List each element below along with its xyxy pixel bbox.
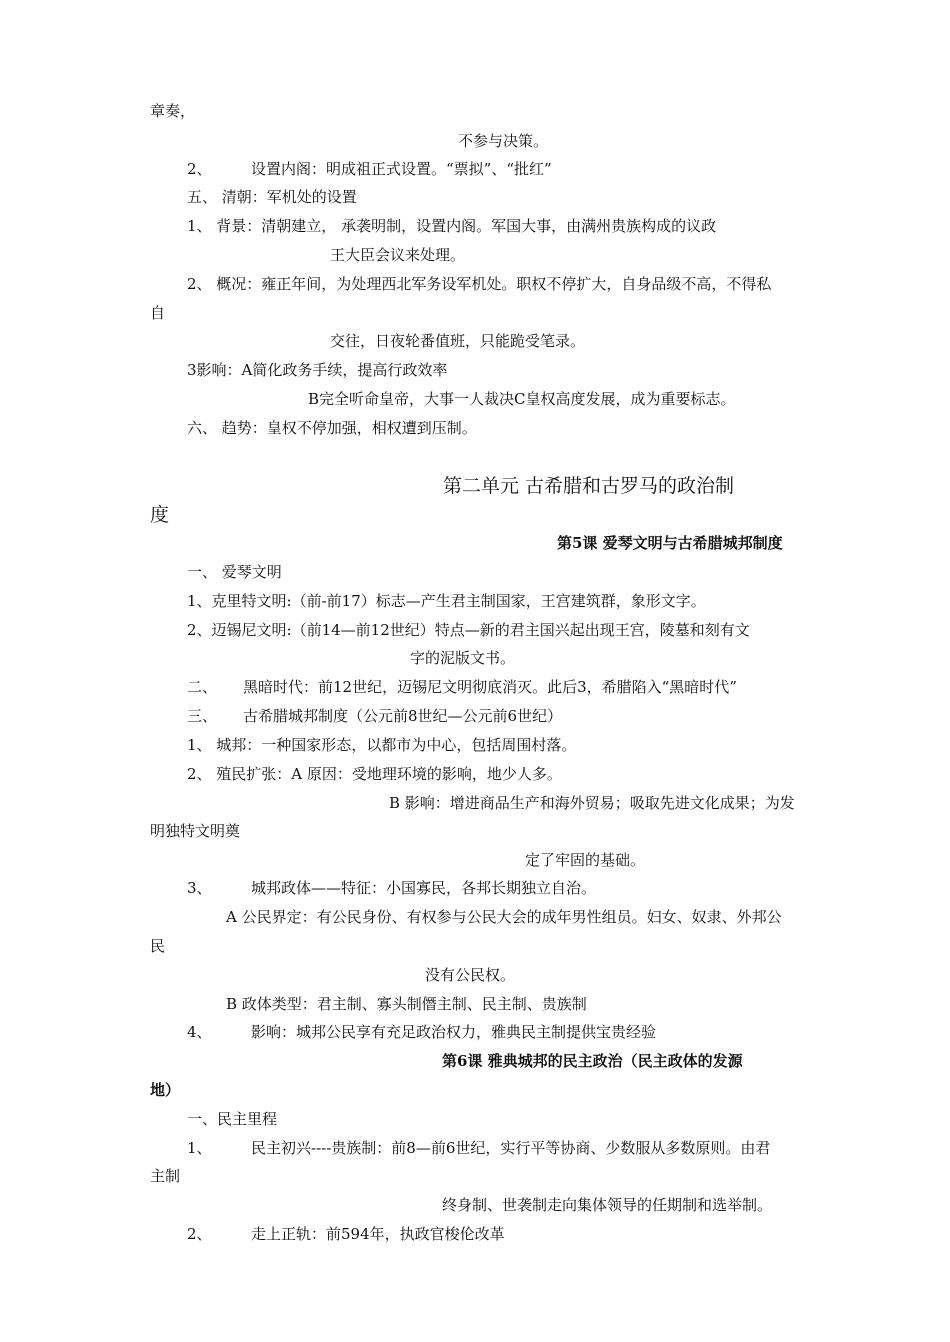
text-line: 古希腊城邦制度（公元前8世纪—公元前6世纪） [243, 707, 563, 725]
section-heading: 一、 爱琴文明 [187, 563, 282, 581]
text-line: 1、 城邦：一种国家形态，以都市为中心，包括周围村落。 [187, 736, 577, 754]
text-line: 民主初兴----贵族制：前8—前6世纪，实行平等协商、少数服从多数原则。由君 [251, 1139, 771, 1157]
list-number: 二、 [187, 678, 218, 696]
unit-title-continued: 度 [150, 504, 170, 526]
text-line: 字的泥版文书。 [410, 649, 516, 667]
text-line: 王大臣会议来处理。 [330, 246, 466, 264]
list-number: 3、 [187, 879, 212, 897]
text-line: 定了牢固的基础。 [525, 851, 646, 869]
text-line: 不参与决策。 [458, 132, 549, 150]
lesson-title-continued: 地） [150, 1081, 181, 1099]
list-number: 2、 [187, 1225, 212, 1243]
text-line: 没有公民权。 [425, 966, 516, 984]
text-line: 明独特文明奠 [150, 822, 241, 840]
text-line: 3影响：A简化政务手续，提高行政效率 [187, 361, 448, 379]
lesson-title: 第5课 爱琴文明与古希腊城邦制度 [557, 534, 783, 552]
section-heading: 一、民主里程 [187, 1110, 278, 1128]
lesson-title: 第6课 雅典城邦的民主政治（民主政体的发源 [442, 1052, 743, 1070]
text-line: 1、 背景：清朝建立， 承袭明制，设置内阁。军国大事，由满州贵族构成的议政 [187, 217, 717, 235]
section-heading: 五、 清朝：军机处的设置 [187, 188, 357, 206]
text-line: B 政体类型：君主制、寡头制僭主制、民主制、贵族制 [226, 995, 587, 1013]
unit-title: 第二单元 古希腊和古罗马的政治制 [443, 475, 735, 497]
text-line: 影响：城邦公民享有充足政治权力，雅典民主制提供宝贵经验 [251, 1023, 657, 1041]
text-line: 2、 概况：雍正年间，为处理西北军务设军机处。职权不停扩大，自身品级不高，不得私 [187, 275, 772, 293]
text-line: 章奏， [150, 102, 196, 120]
text-line: 2、迈锡尼文明:（前14—前12世纪）特点—新的君主国兴起出现王宫，陵墓和刻有文 [187, 621, 750, 639]
text-line: 终身制、世袭制走向集体领导的任期制和选举制。 [442, 1196, 773, 1214]
text-line: 设置内阁：明成祖正式设置。“票拟”、“批红” [251, 160, 552, 178]
text-line: 黑暗时代：前12世纪，迈锡尼文明彻底消灭。此后3，希腊陷入“黑暗时代” [243, 678, 737, 696]
text-line: 自 [150, 304, 166, 322]
section-heading: 六、 趋势：皇权不停加强，相权遭到压制。 [187, 419, 477, 437]
text-line: 交往，日夜轮番值班，只能跪受笔录。 [330, 332, 586, 350]
text-line: 1、克里特文明:（前-前17）标志—产生君主制国家，王宫建筑群，象形文字。 [187, 592, 706, 610]
list-number: 4、 [187, 1023, 212, 1041]
text-line: 走上正轨：前594年，执政官梭伦改革 [251, 1225, 505, 1243]
text-line: A 公民界定：有公民身份、有权参与公民大会的成年男性组员。妇女、奴隶、外邦公 [226, 908, 782, 926]
list-number: 2、 [187, 160, 212, 178]
text-line: B完全听命皇帝，大事一人裁决C皇权高度发展，成为重要标志。 [308, 390, 736, 408]
list-number: 三、 [187, 707, 218, 725]
text-line: 城邦政体——特征：小国寡民，各邦长期独立自治。 [251, 879, 597, 897]
text-line: 主制 [150, 1167, 181, 1185]
list-number: 1、 [187, 1139, 212, 1157]
text-line: 民 [150, 937, 166, 955]
text-line: 2、 殖民扩张：A 原因：受地理环境的影响，地少人多。 [187, 765, 562, 783]
text-line: B 影响：增进商品生产和海外贸易；吸取先进文化成果；为发 [389, 794, 795, 812]
